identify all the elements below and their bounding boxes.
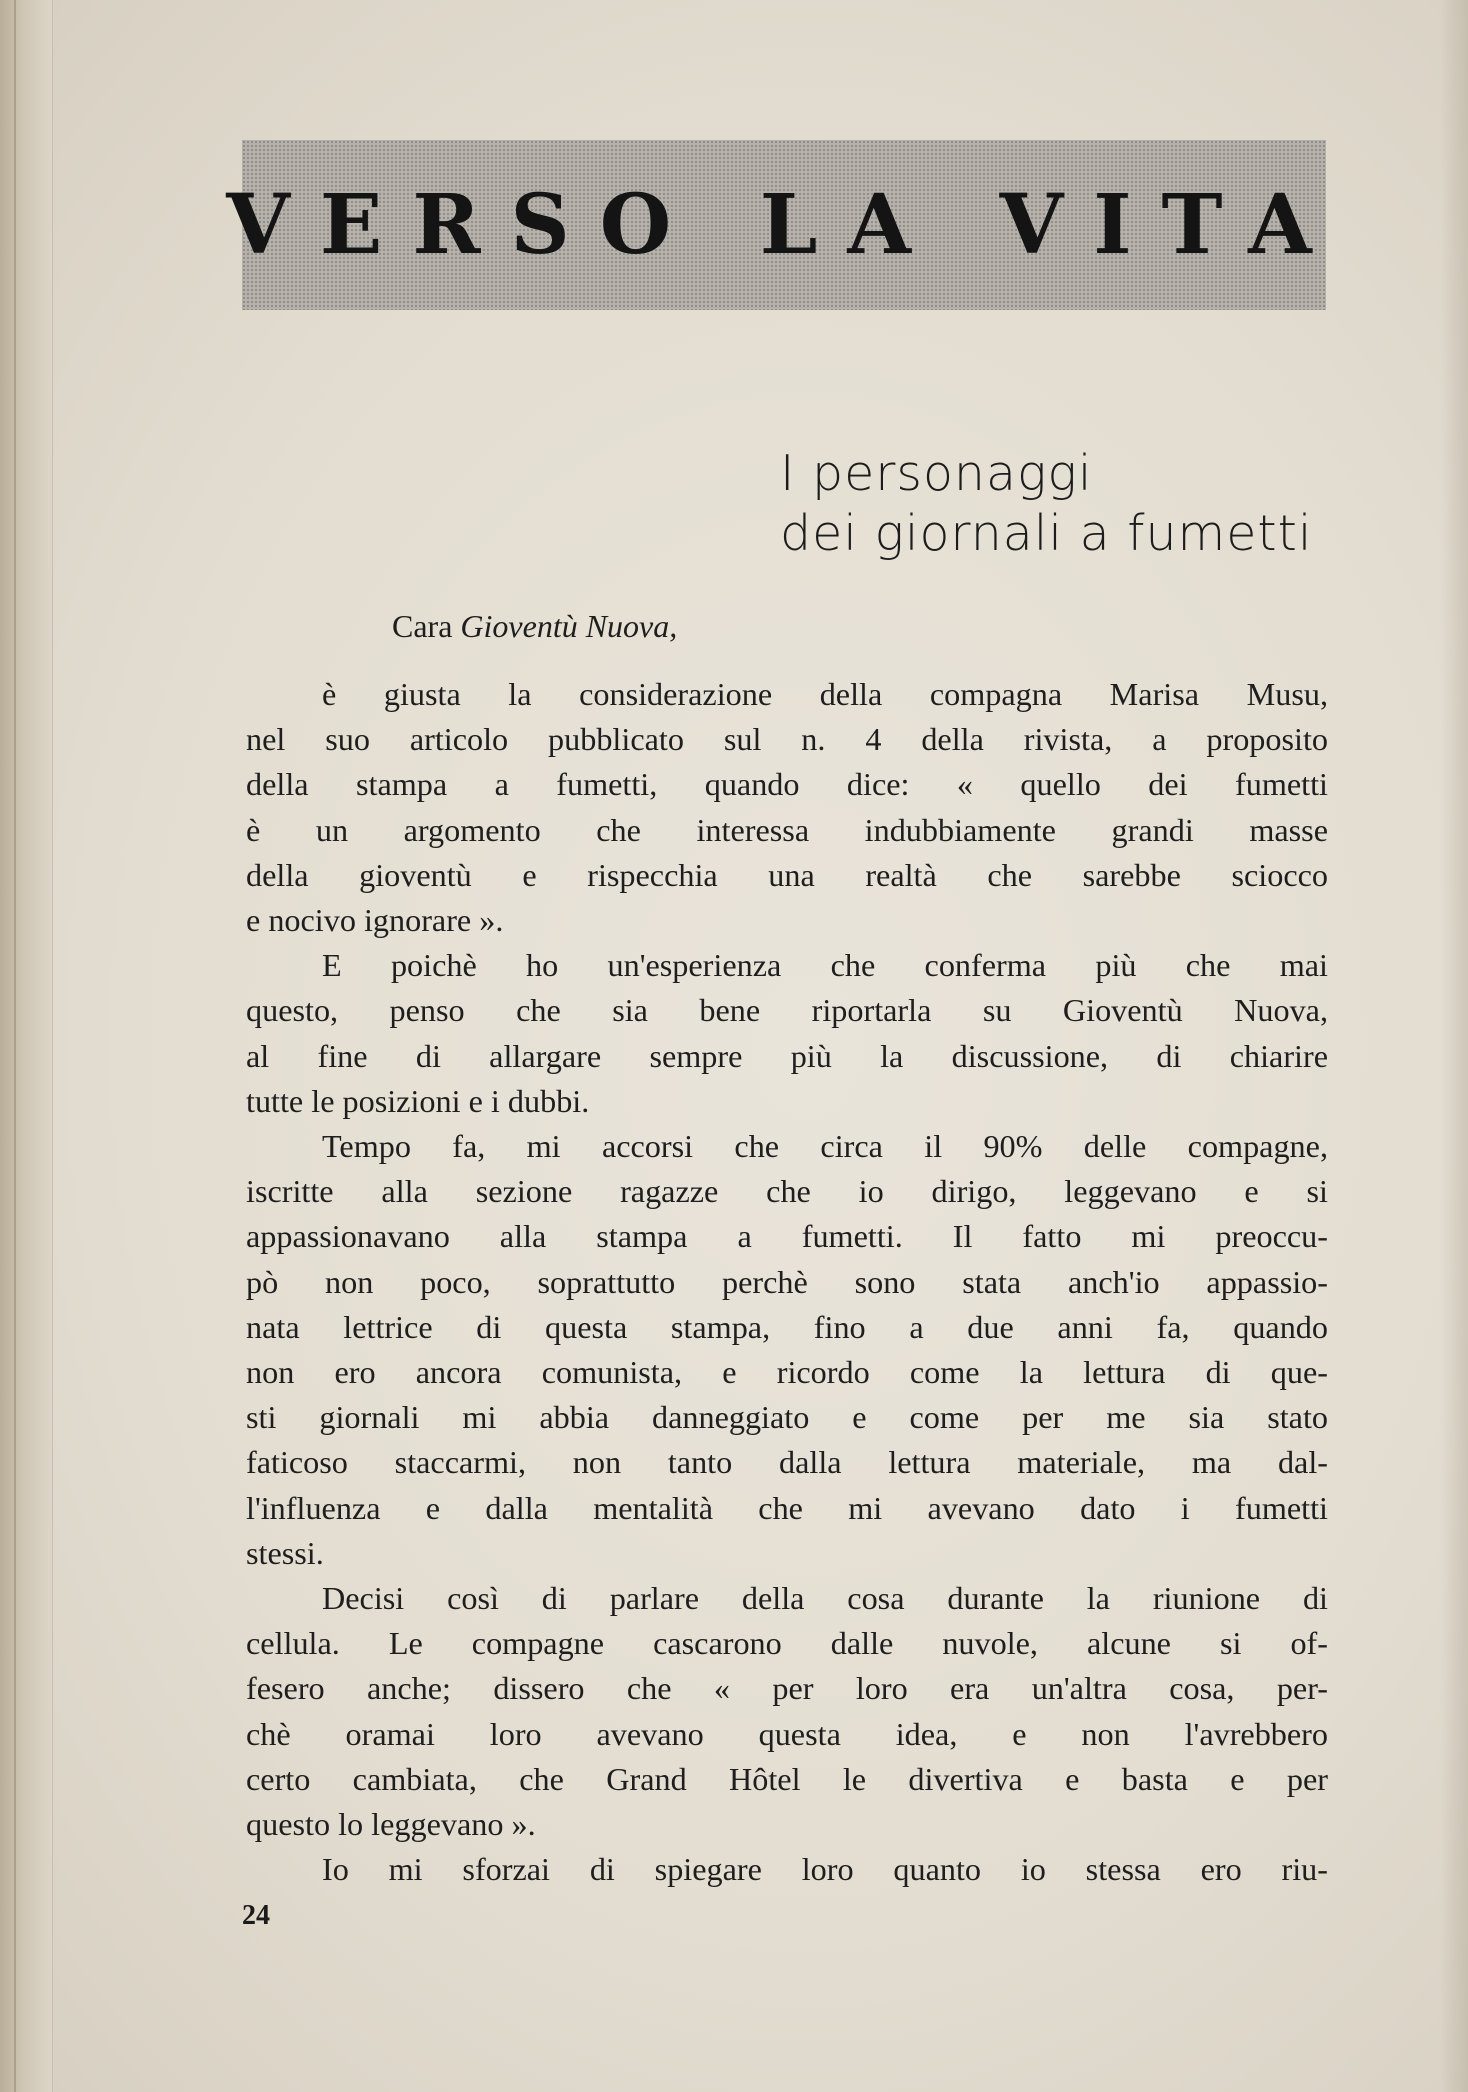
article-body: [246, 672, 1328, 1892]
article-title-line: I personaggi: [780, 445, 1093, 502]
body-line: l'influenza e dalla mentalità che mi avevano dato i fumetti: [246, 1489, 1328, 1526]
body-line: pò non poco, soprattutto perchè sono stata anch'io appassio-: [246, 1263, 1328, 1300]
body-line: Io mi sforzai di spiegare loro quanto io stessa ero riu-: [322, 1851, 1328, 1888]
body-line: appassionavano alla stampa a fumetti. Il fatto mi preoccu-: [246, 1218, 1328, 1255]
body-line: è giusta la considerazione della compagna Marisa Musu,: [322, 676, 1328, 712]
body-line: al fine di allargare sempre più la discussione, di chiarire: [246, 1037, 1328, 1074]
body-line: cellula. Le compagne cascarono dalle nuvole, alcune si of-: [246, 1625, 1328, 1662]
body-line: nel suo articolo pubblicato sul n. 4 della rivista, a proposito: [246, 721, 1328, 758]
page-number: 24: [242, 1900, 270, 1931]
body-line: e nocivo ignorare ».: [246, 902, 504, 939]
body-line: chè oramai loro avevano questa idea, e non l'avrebbero: [246, 1715, 1328, 1752]
article-title-line: dei giornali a fumetti: [780, 505, 1313, 562]
body-line: della gioventù e rispecchia una realtà che sarebbe sciocco: [246, 856, 1328, 893]
body-line: nata lettrice di questa stampa, fino a due anni fa, quando: [246, 1308, 1328, 1345]
body-line: tutte le posizioni e i dubbi.: [246, 1082, 590, 1119]
body-line: non ero ancora comunista, e ricordo come la lettura di que-: [246, 1354, 1328, 1391]
body-line: questo, penso che sia bene riportarla su Gioventù Nuova,: [246, 992, 1328, 1029]
body-line: è un argomento che interessa indubbiamente grandi masse: [246, 811, 1328, 848]
body-line: sti giornali mi abbia danneggiato e come per me sia stato: [246, 1399, 1328, 1436]
body-line: iscritte alla sezione ragazze che io dirigo, leggevano e si: [246, 1173, 1328, 1210]
book-gutter: [0, 0, 53, 2092]
salutation-prefix: Cara: [392, 608, 461, 644]
body-line: Tempo fa, mi accorsi che circa il 90% delle compagne,: [322, 1128, 1328, 1165]
body-line: della stampa a fumetti, quando dice: « quello dei fumetti: [246, 766, 1328, 803]
body-line: stessi.: [246, 1534, 324, 1571]
body-line: fesero anche; dissero che « per loro era un'altra cosa, per-: [246, 1670, 1328, 1707]
article-title: [780, 444, 1340, 564]
page-edge-shadow: [1440, 0, 1468, 2092]
body-line: E poichè ho un'esperienza che conferma più che mai: [322, 947, 1328, 984]
body-line: Decisi così di parlare della cosa durante la riunione di: [322, 1580, 1328, 1617]
letter-salutation: [392, 608, 677, 645]
salutation-magazine-name: Gioventù Nuova,: [460, 608, 678, 644]
body-line: questo lo leggevano ».: [246, 1806, 536, 1843]
body-line: certo cambiata, che Grand Hôtel le divertiva e basta e per: [246, 1760, 1328, 1797]
section-header-title: VERSO LA VITA: [226, 177, 1342, 273]
body-line: faticoso staccarmi, non tanto dalla lettura materiale, ma dal-: [246, 1444, 1328, 1481]
